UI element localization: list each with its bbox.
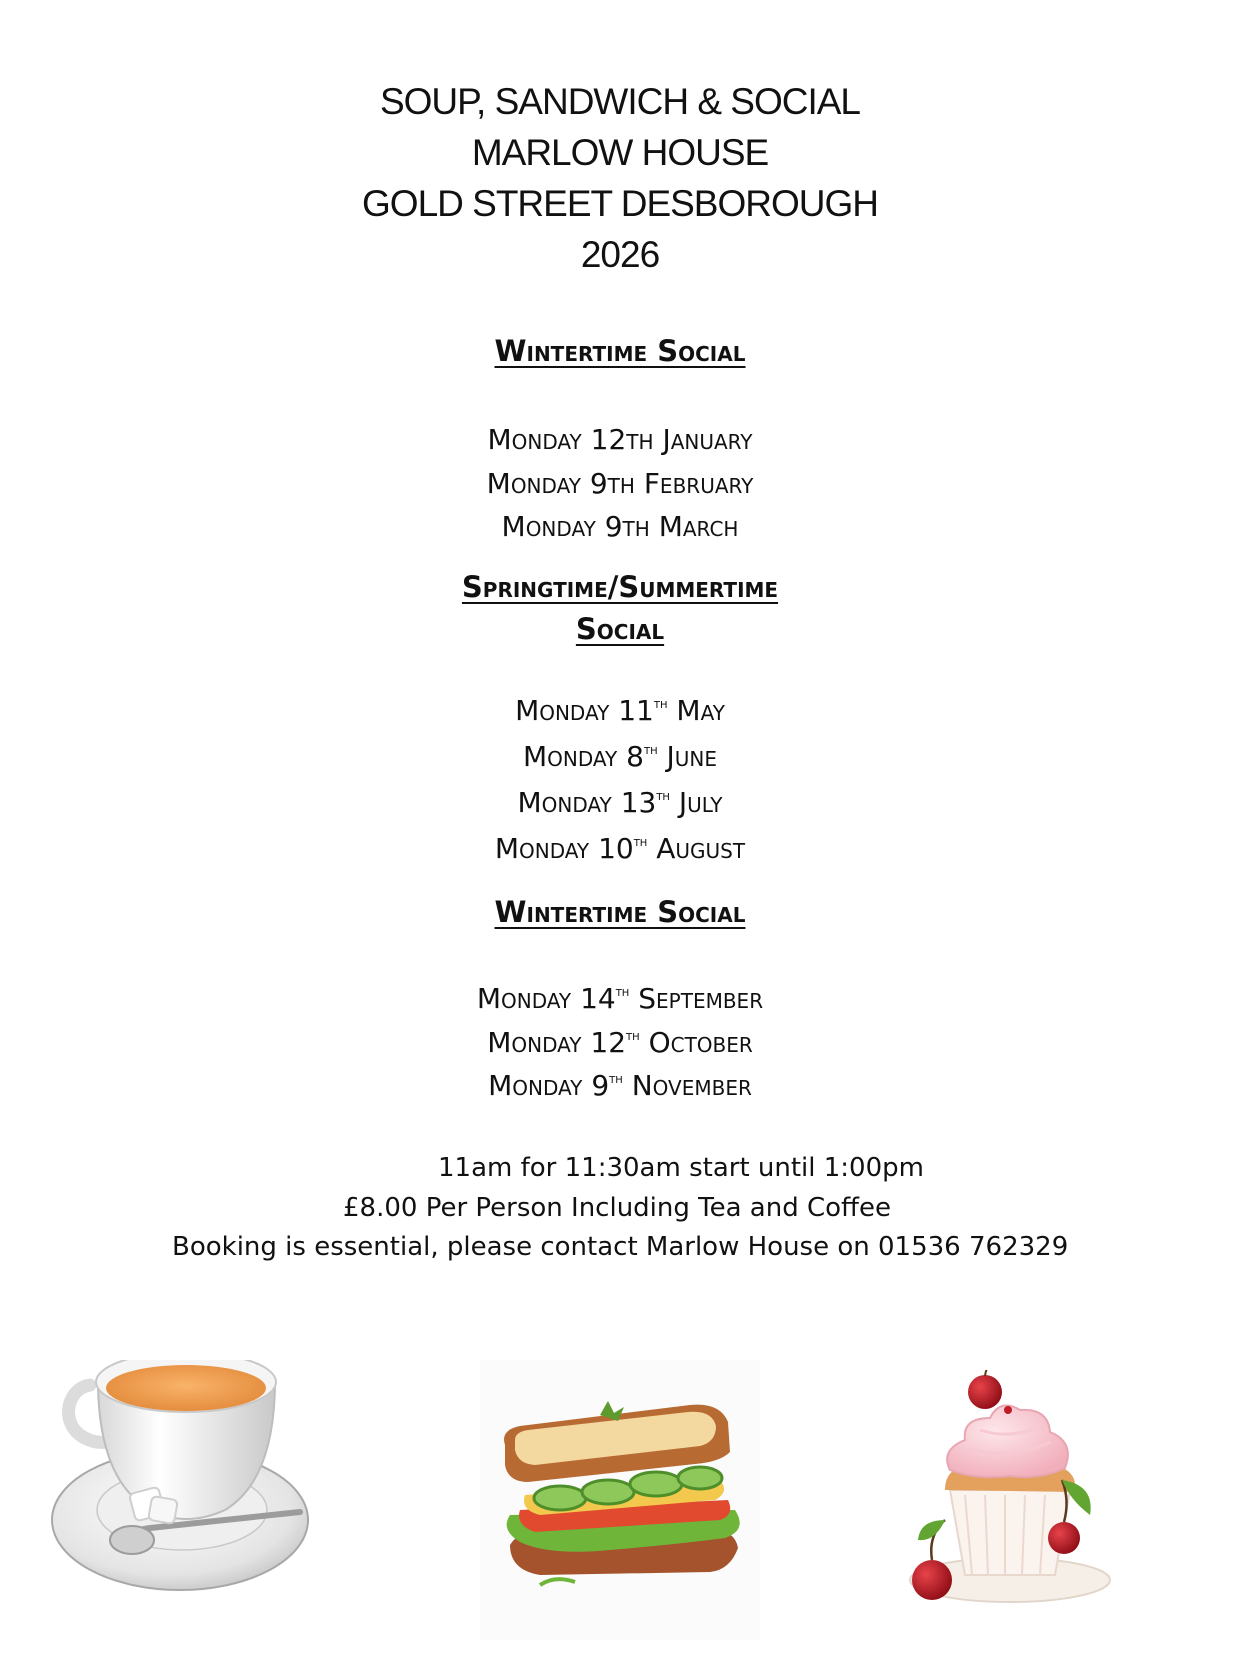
date-item: Monday 14th September — [476, 982, 764, 1015]
date-list-wintertime-1 — [0, 418, 1240, 549]
date-list-springtime-summertime — [0, 688, 1240, 872]
date-item: Monday 9th November — [488, 1069, 752, 1102]
date-item: Monday 9th February — [486, 466, 754, 500]
time-info: 11am for 11:30am start until 1:00pm — [438, 1153, 924, 1183]
venue-name: MARLOW HOUSE — [471, 132, 769, 173]
date-item: Monday 8th June — [522, 740, 718, 773]
date-item: Monday 11th May — [515, 694, 725, 727]
event-year: 2026 — [580, 234, 660, 275]
sandwich-image — [480, 1360, 760, 1640]
section-heading-wintertime-2 — [0, 891, 1240, 933]
section-heading-springtime-summertime — [0, 566, 1240, 650]
section-heading-text: Social — [575, 612, 665, 646]
section-heading-text: Springtime/Summertime — [461, 570, 779, 604]
title-block — [0, 76, 1240, 280]
cupcake-image — [890, 1370, 1130, 1610]
date-item: Monday 12th January — [487, 423, 753, 456]
price-info: £8.00 Per Person Including Tea and Coffee — [343, 1193, 891, 1223]
section-heading-text: Wintertime Social — [494, 895, 746, 929]
date-list-wintertime-2 — [0, 977, 1240, 1108]
section-heading-text: Wintertime Social — [494, 334, 746, 368]
venue-address: GOLD STREET DESBOROUGH — [362, 183, 878, 224]
date-item: Monday 12th October — [487, 1025, 753, 1059]
booking-info: Booking is essential, please contact Marlow House on 01536 762329 — [172, 1232, 1069, 1262]
event-title: SOUP, SANDWICH & SOCIAL — [379, 81, 861, 122]
date-item: Monday 13th July — [517, 786, 723, 819]
date-item: Monday 9th March — [501, 510, 739, 543]
tea-cup-image — [50, 1360, 320, 1600]
section-heading-wintertime-1 — [0, 330, 1240, 372]
date-item: Monday 10th August — [494, 832, 746, 865]
